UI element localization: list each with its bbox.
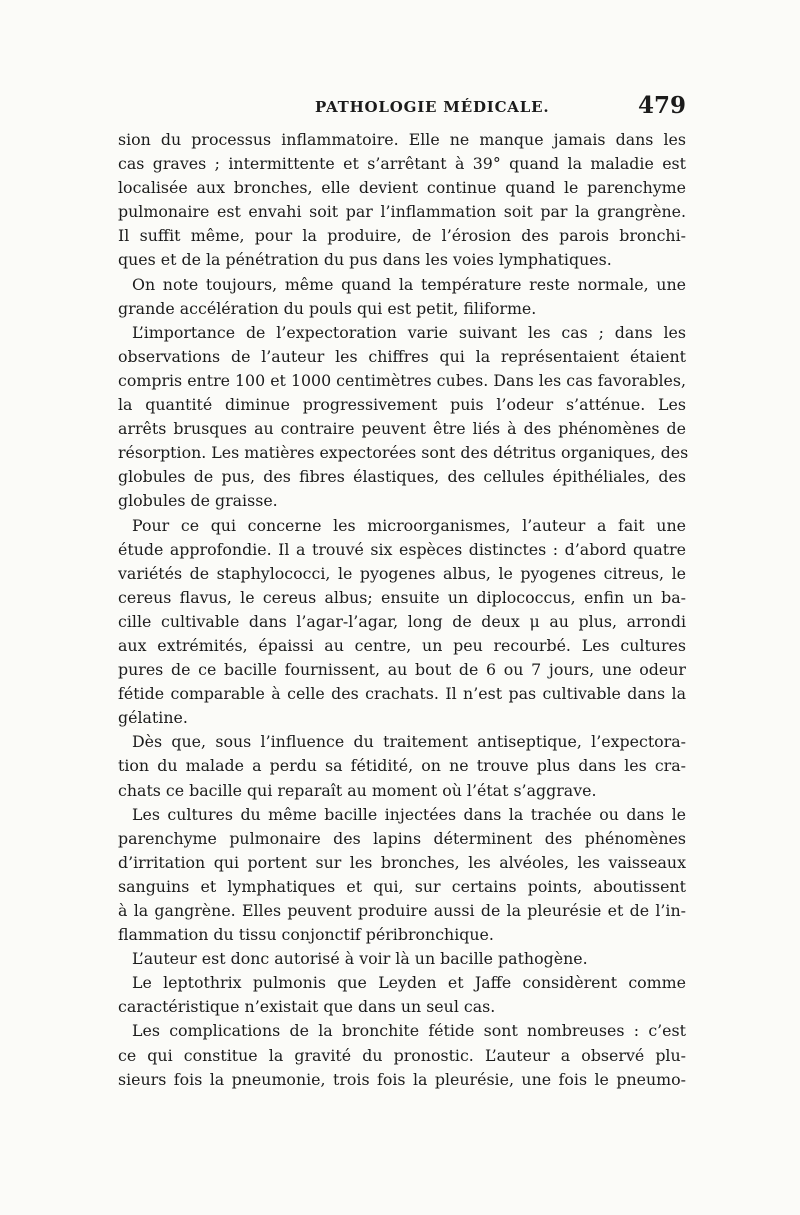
text-line: ce qui constitue la gravité du pronostic. L’auteur a observé plu- [118,1045,686,1065]
text-line: gélatine. [118,708,188,728]
paragraph [118,947,686,971]
text-line: globules de graisse. [118,491,278,511]
paragraph [118,730,686,802]
running-header-title: PATHOLOGIE MÉDICALE. [315,98,550,116]
text-line: d’irritation qui portent sur les bronches, les alvéoles, les vaisseaux [118,852,686,872]
paragraph [118,514,686,731]
text-line: tion du malade a perdu sa fétidité, on ne trouve plus dans les cra- [118,756,686,776]
text-line: pulmonaire est envahi soit par l’inflammation soit par la grangrène. [118,202,686,222]
text-line: grande accélération du pouls qui est petit, filiforme. [118,298,537,318]
text-line: ques et de la pénétration du pus dans les voies lymphatiques. [118,250,612,270]
text-line: flammation du tissu conjonctif péribronchique. [118,925,494,945]
text-line: observations de l’auteur les chiffres qui la représentaient étaient [118,346,686,366]
text-line: Les cultures du même bacille injectées dans la trachée ou dans le [132,804,686,824]
text-line: chats ce bacille qui reparaît au moment où l’état s’aggrave. [118,780,597,800]
text-line: étude approfondie. Il a trouvé six espèces distinctes : d’abord quatre [118,539,686,559]
text-line: Dès que, sous l’influence du traitement antiseptique, l’expectora- [132,732,686,752]
text-line: On note toujours, même quand la température reste normale, une [132,274,686,294]
text-line: la quantité diminue progressivement puis l’odeur s’atténue. Les [118,395,686,415]
body-text [118,128,689,1092]
text-line: fétide comparable à celle des crachats. Il n’est pas cultivable dans la [118,684,686,704]
text-line: arrêts brusques au contraire peuvent être liés à des phénomènes de [118,419,686,439]
text-line: Les complications de la bronchite fétide sont nombreuses : c’est [132,1021,686,1041]
paragraph [118,803,686,948]
paragraph [118,1019,686,1091]
paragraph [118,321,689,514]
text-line: cereus flavus, le cereus albus; ensuite un diplococcus, enfin un ba- [118,587,686,607]
text-line: sieurs fois la pneumonie, trois fois la pleurésie, une fois le pneumo- [118,1069,686,1089]
text-line: cille cultivable dans l’agar-l’agar, long de deux μ au plus, arrondi [118,611,686,631]
text-line: compris entre 100 et 1000 centimètres cubes. Dans les cas favorables, [118,370,686,390]
text-line: L’auteur est donc autorisé à voir là un bacille pathogène. [132,949,588,969]
text-line: localisée aux bronches, elle devient continue quand le parenchyme [118,178,686,198]
text-line: aux extrémités, épaissi au centre, un peu recourbé. Les cultures [118,635,686,655]
paragraph [118,971,686,1019]
text-line: Il suffit même, pour la produire, de l’érosion des parois bronchi- [118,226,686,246]
text-line: sion du processus inflammatoire. Elle ne manque jamais dans les [118,130,686,149]
text-line: parenchyme pulmonaire des lapins déterminent des phénomènes [118,828,686,848]
text-line: résorption. Les matières expectorées sont des détritus organiques, des [118,443,689,463]
page-number: 479 [637,92,686,119]
text-line: pures de ce bacille fournissent, au bout de 6 ou 7 jours, une odeur [118,660,686,680]
text-line: variétés de staphylococci, le pyogenes albus, le pyogenes citreus, le [118,563,686,583]
document-page [118,92,689,1092]
text-line: globules de pus, des fibres élastiques, des cellules épithéliales, des [118,467,686,487]
text-line: L’importance de l’expectoration varie suivant les cas ; dans les [132,322,686,342]
paragraph [118,128,686,273]
text-line: à la gangrène. Elles peuvent produire aussi de la pleurésie et de l’in- [118,901,686,920]
paragraph [118,273,686,321]
running-header [118,92,686,128]
text-line: cas graves ; intermittente et s’arrêtant à 39° quand la maladie est [118,154,686,174]
text-line: Pour ce qui concerne les microorganismes, l’auteur a fait une [132,515,686,535]
text-line: caractéristique n’existait que dans un seul cas. [118,997,496,1017]
text-line: Le leptothrix pulmonis que Leyden et Jaffe considèrent comme [132,973,686,993]
text-line: sanguins et lymphatiques et qui, sur certains points, aboutissent [118,876,686,896]
